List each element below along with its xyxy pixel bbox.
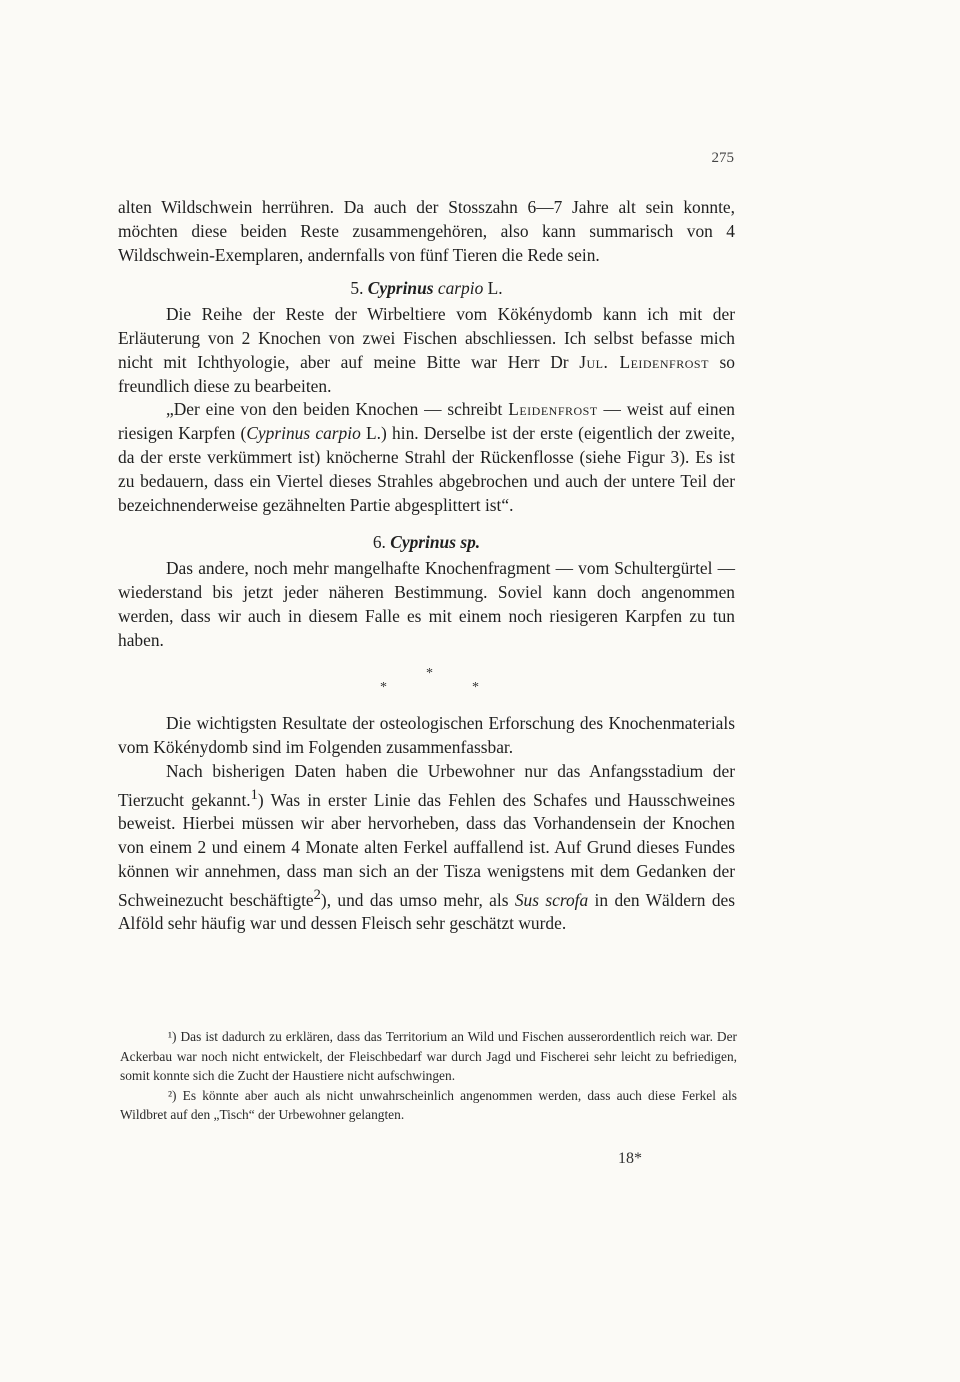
- heading-number: 5.: [350, 278, 364, 299]
- footnote-mark: ¹): [168, 1029, 177, 1044]
- footnote-1: [120, 1027, 737, 1086]
- star-glyph: *: [472, 680, 479, 696]
- footnote-text: Das ist dadurch zu erklären, dass das Territorium an Wild und Fischen ausserordentlich reich war. Der Ackerbau war noch nicht entwickelt, der Fleischbedarf war durch Jagd und Fischerei sehr leicht zu befriedigen, somit konnte sich die Zucht der Haustiere nicht aufschwingen.: [120, 1029, 737, 1084]
- heading-species: carpio: [437, 278, 484, 299]
- body-text: [118, 196, 735, 936]
- paragraph-3-text-c: L.) hin. Derselbe ist der erste (eigentlich der zweite, da der erste verkümmert ist) knöcherne Strahl der Rückenflosse (siehe Figur 3). Es ist zu bedauern, dass ein Viertel dieses Strahles abgebrochen und auch der untere Teil der bezeichnenderweise gezähnelten Partie abgesplittert ist“.: [118, 423, 735, 515]
- paragraph-6-text-c: ), und das umso mehr, als: [320, 889, 515, 910]
- paragraph-6: [118, 760, 735, 936]
- heading-number: 6.: [372, 532, 386, 553]
- paragraph-3: [118, 398, 735, 517]
- heading-species: sp.: [460, 532, 481, 553]
- paragraph-6-text-b: ) Was in erster Linie das Fehlen des Schafes und Hausschweines beweist. Hierbei müssen wir aber hervorheben, dass das Vorhandensein der Knochen von einem 2 und einem 4 Monate alten Ferkel auffallend ist. Auf Grund dieses Fundes können wir annehmen, dass man sich an der Tisza wenigstens mit dem Gedanken der Schweinezucht beschäftigte: [118, 789, 735, 910]
- section-separator-stars: [118, 660, 735, 700]
- paragraph-6-text-d: in den Wäldern des Alföld sehr häufig war und dessen Fleisch sehr geschätzt wurde.: [118, 889, 735, 934]
- footnote-ref-2: 2: [313, 886, 321, 903]
- heading-genus: Cyprinus: [367, 278, 434, 299]
- species-name-cyprinus-carpio: Cyprinus carpio: [246, 423, 361, 444]
- signature-mark: 18*: [618, 1150, 642, 1167]
- star-glyph: *: [380, 680, 387, 696]
- paragraph-1: alten Wildschwein herrühren. Da auch der Stosszahn 6—7 Jahre alt sein konnte, möchten diese beiden Reste zusammengehören, also kann summarisch von 4 Wildschwein-Exemplaren, andernfalls von fünf Tieren die Rede sein.: [118, 197, 735, 265]
- paragraph-4: Das andere, noch mehr mangelhafte Knochenfragment — vom Schultergürtel — wiederstand bis jetzt jeder näheren Bestimmung. Soviel kann doch angenommen werden, dass wir auch in diesem Falle es mit einem noch riesigeren Karpfen zu tun haben.: [118, 558, 735, 650]
- section-heading-6: [118, 531, 735, 555]
- section-heading-5: [118, 277, 735, 301]
- paragraph-3-text-a: „Der eine von den beiden Knochen — schreibt: [166, 399, 509, 420]
- heading-author: L.: [487, 278, 503, 299]
- paragraph-2-text-a: Die Reihe der Reste der Wirbeltiere vom Kökénydomb kann ich mit der Erläuterung von 2 Knochen von zwei Fischen abschliessen. Ich selbst befasse mich nicht mit Ichthyologie, aber auf meine Bitte war Herr Dr: [118, 304, 735, 372]
- footnote-2: [120, 1086, 737, 1125]
- heading-genus: Cyprinus: [390, 532, 456, 553]
- author-name-leidenfrost: Leidenfrost: [508, 399, 598, 420]
- footnotes: [120, 1027, 737, 1125]
- author-name-leidenfrost-full: Jul. Leidenfrost: [579, 351, 709, 372]
- paragraph-6-text-a: Nach bisherigen Daten haben die Urbewohner nur das Anfangsstadium der Tierzucht gekannt.: [118, 760, 735, 810]
- page-number: 275: [711, 150, 734, 166]
- paragraph-5: Die wichtigsten Resultate der osteologischen Erforschung des Knochenmaterials vom Kökénydomb sind im Folgenden zusammenfassbar.: [118, 713, 735, 758]
- paragraph-2-text-b: so freundlich diese zu bearbeiten.: [118, 351, 735, 396]
- paragraph-2: [118, 303, 735, 398]
- footnote-text: Es könnte aber auch als nicht unwahrscheinlich angenommen werden, dass auch diese Ferkel als Wildbret auf den „Tisch“ der Urbewohner gelangten.: [120, 1087, 737, 1123]
- species-name-sus-scrofa: Sus scrofa: [514, 889, 589, 910]
- footnote-mark: ²): [168, 1087, 177, 1103]
- paragraph-3-text-b: — weist auf einen riesigen Karpfen (: [118, 399, 735, 444]
- footnote-ref-1: 1: [250, 786, 258, 803]
- star-glyph: *: [426, 666, 433, 682]
